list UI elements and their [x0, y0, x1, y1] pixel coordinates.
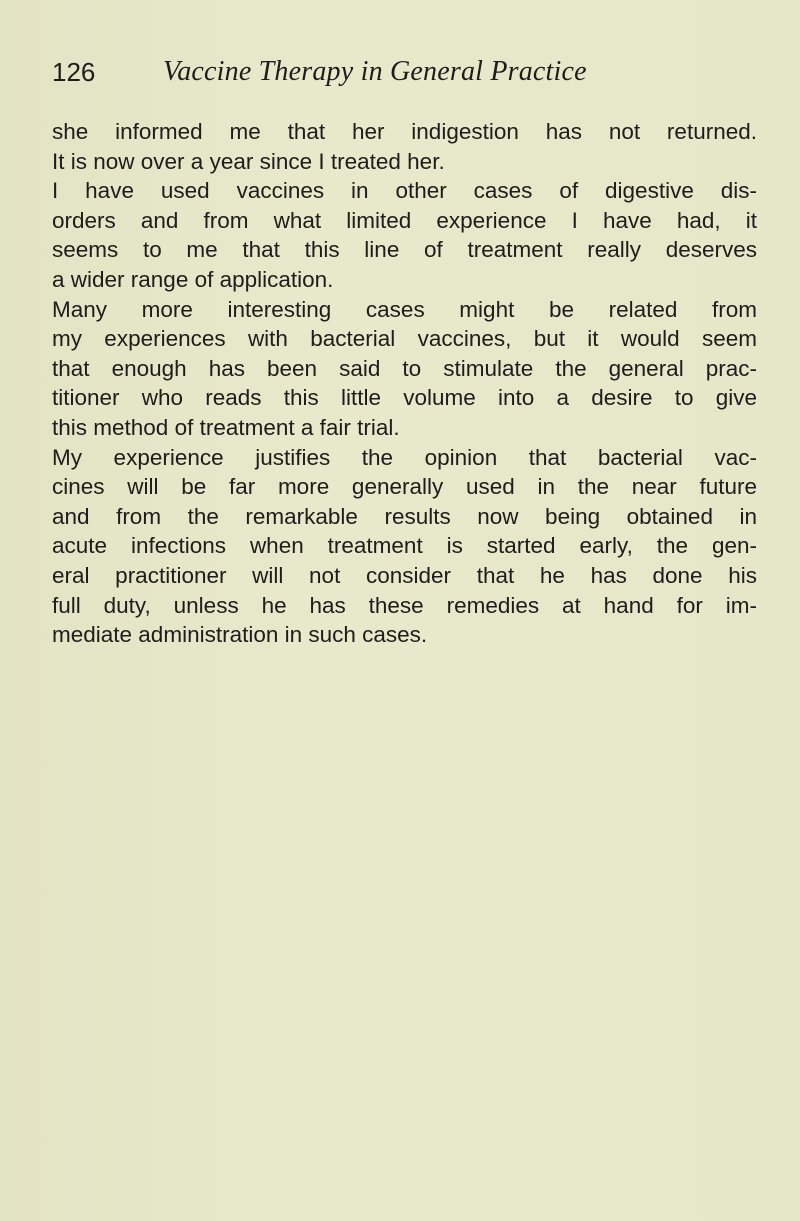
text-line: a wider range of application.	[52, 266, 334, 292]
text-line: Many more interesting cases might be related from	[52, 296, 757, 322]
text-line: acute infections when treatment is started early, the gen-	[52, 533, 757, 559]
text-line: this method of treatment a fair trial.	[52, 414, 400, 440]
text-line: cines will be far more generally used in the near future	[52, 474, 757, 500]
text-line: that enough has been said to stimulate the general prac-	[52, 355, 757, 381]
text-line: mediate administration in such cases.	[52, 622, 428, 648]
text-line: my experiences with bacterial vaccines, but it would seem	[52, 326, 757, 352]
text-line: full duty, unless he has these remedies at hand for im-	[52, 592, 757, 618]
text-line: eral practitioner will not consider that he has done his	[52, 562, 757, 588]
running-head	[52, 52, 752, 92]
text-line: seems to me that this line of treatment really deserves	[52, 237, 757, 263]
body-text	[52, 117, 757, 650]
text-line: I have used vaccines in other cases of digestive dis-	[52, 178, 757, 204]
text-line: she informed me that her indigestion has not returned.	[52, 119, 757, 144]
text-line: orders and from what limited experience I have had, it	[52, 207, 757, 233]
running-title: Vaccine Therapy in General Practice	[163, 56, 587, 87]
text-line: It is now over a year since I treated her.	[52, 148, 445, 174]
text-line: titioner who reads this little volume into a desire to give	[52, 385, 757, 411]
text-line: My experience justifies the opinion that bacterial vac-	[52, 444, 757, 470]
text-line: and from the remarkable results now being obtained in	[52, 503, 757, 529]
page-number: 126	[52, 57, 96, 87]
